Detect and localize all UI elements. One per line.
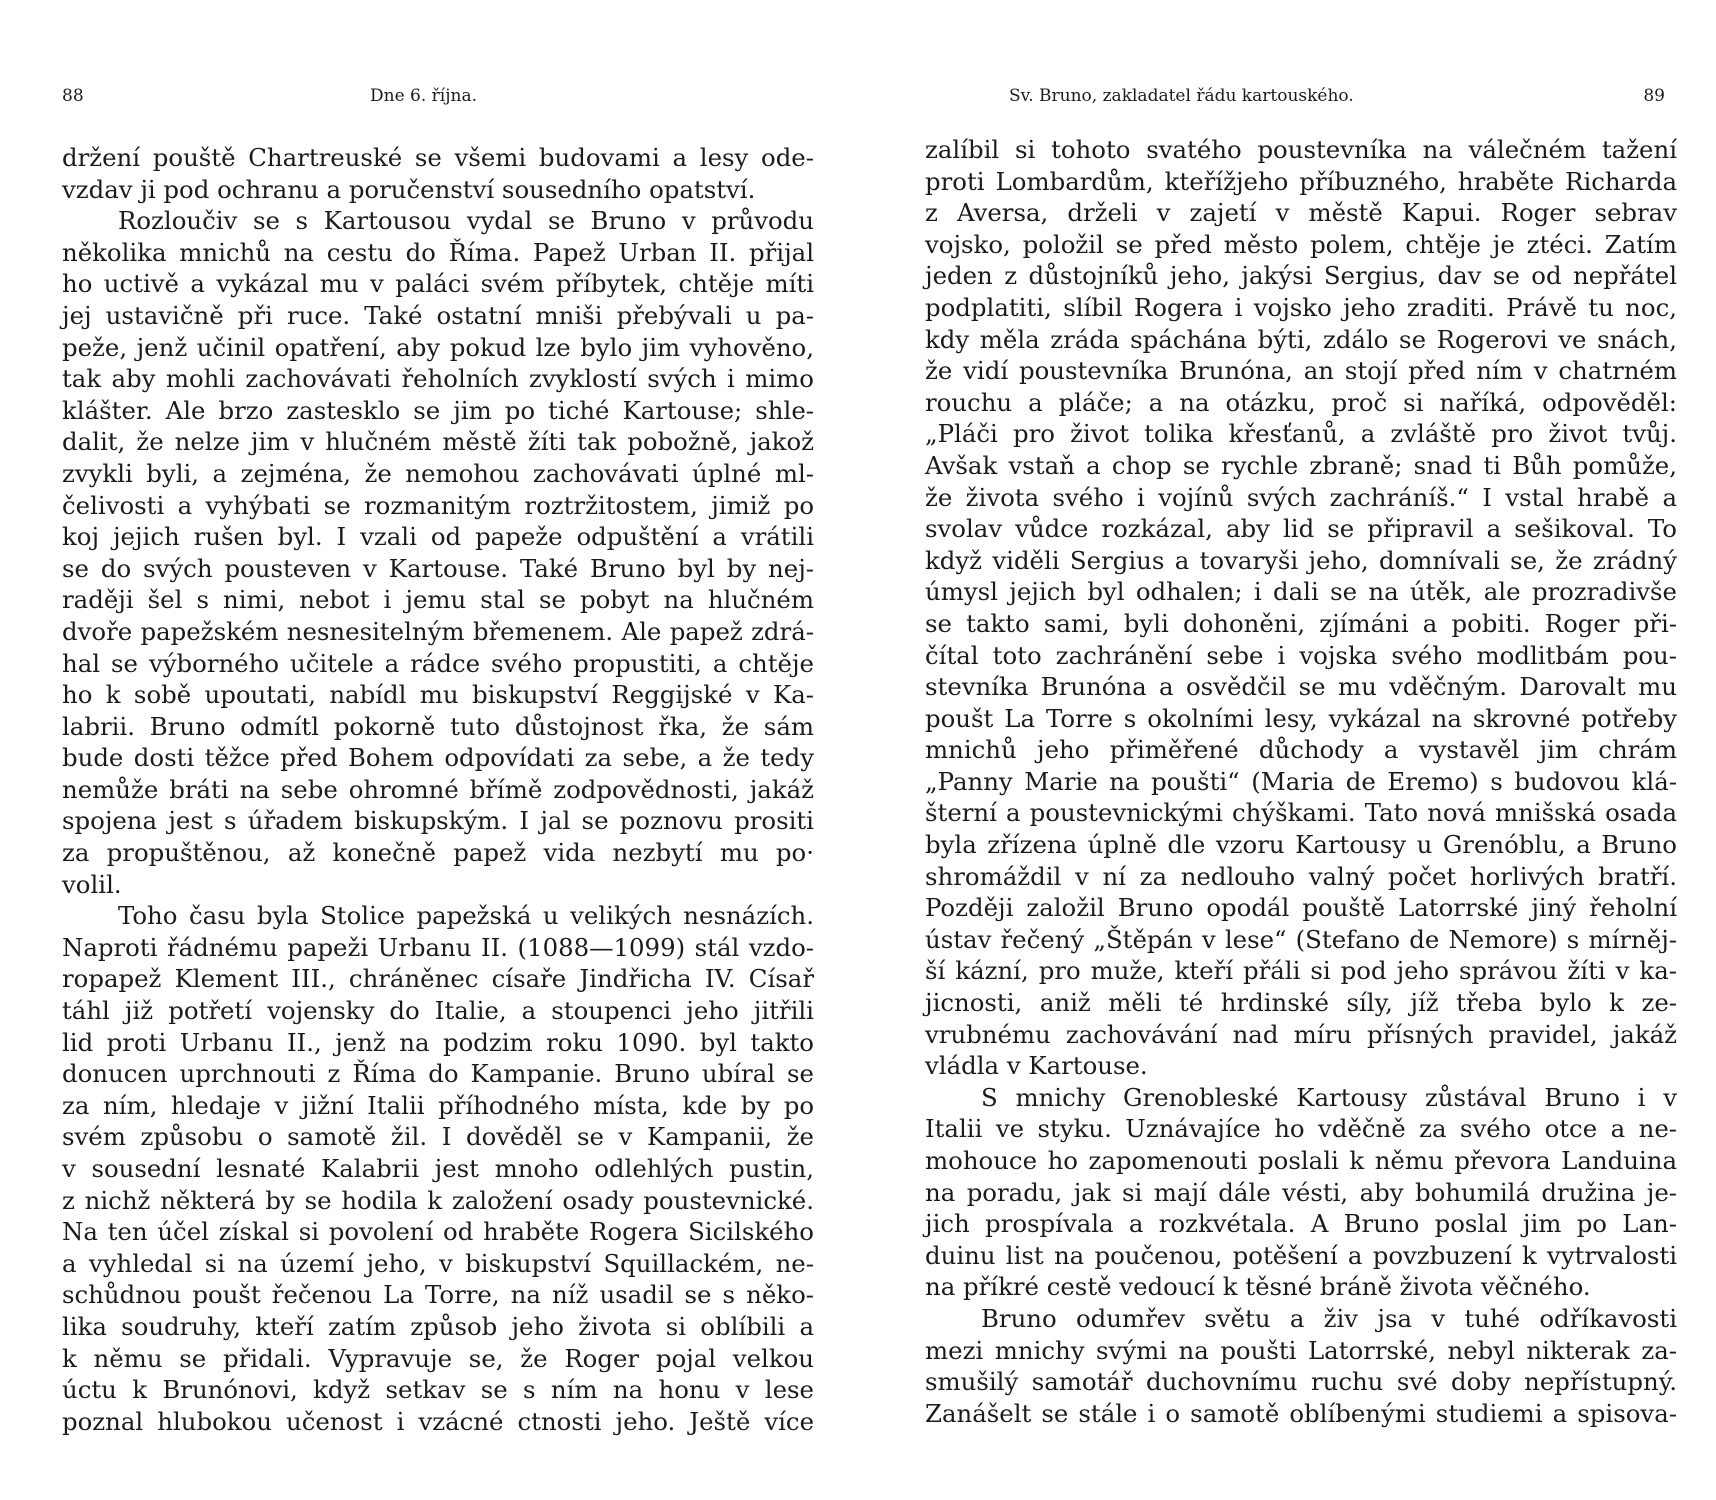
text-line: z nichž některá by se hodila k založení osady poustevnické. <box>62 1185 814 1215</box>
text-line: dalit, že nelze jim v hlučném městě žíti tak pobožně, jakož <box>62 427 814 457</box>
text-line: zvykli byli, a zejména, že nemohou zachovávati úplné ml- <box>62 458 814 488</box>
text-line: stevníka Brunóna a osvědčil se mu vděčným. Darovalt mu <box>925 672 1677 702</box>
text-line: koj jejich rušen byl. I vzali od papeže odpuštění a vrátili <box>62 522 814 552</box>
text-line: zalíbil si tohoto svatého poustevníka na válečném tažení <box>925 135 1677 164</box>
text-line: vzdav ji pod ochranu a poručenství sousedního opatství. <box>62 174 756 204</box>
text-line: jeden z důstojníků jeho, jakýsi Sergius, dav se od nepřátel <box>925 261 1677 291</box>
text-line: shromáždil v ní za nedlouho valný počet horlivých bratří. <box>925 861 1677 891</box>
text-line: kdy měla zráda spáchána býti, zdálo se Rogerovi ve snách, <box>925 324 1677 354</box>
text-line: se do svých pousteven v Kartouse. Také Bruno byl by nej- <box>62 553 814 583</box>
right-page-number: 89 <box>1643 86 1665 106</box>
text-line: Zanášelt se stále i o samotě oblíbenými studiemi a spisova- <box>925 1398 1677 1428</box>
left-page-body <box>62 142 814 1437</box>
text-line: spojena jest s úřadem biskupským. I jal se poznovu prositi <box>62 806 814 836</box>
text-line: Bruno odumřev světu a živ jsa v tuhé odříkavosti <box>981 1303 1677 1333</box>
right-page-body <box>925 134 1677 1429</box>
text-line: ústav řečený „Štěpán v lese“ (Stefano de Nemore) s mírněj- <box>925 924 1677 954</box>
text-line: bude dosti těžce před Bohem odpovídati za sebe, a že tedy <box>62 743 814 773</box>
text-line: poznal hlubokou učenost i vzácné ctnosti jeho. Ještě více <box>62 1406 814 1436</box>
text-line: z Aversa, drželi v zajetí v městě Kapui. Roger sebrav <box>925 198 1677 228</box>
text-line: byla zřízena úplně dle vzoru Kartousy u Grenóblu, a Bruno <box>925 830 1677 860</box>
text-line: dvoře papežském nesnesitelným břemenem. Ale papež zdrá- <box>62 616 814 646</box>
text-line: šterní a poustevnickými chýškami. Tato nová mnišská osada <box>925 798 1677 828</box>
text-line: tak aby mohli zachovávati řeholních zvyklostí svých i mimo <box>62 364 814 394</box>
text-line: na poradu, jak si mají dále vésti, aby bohumilá družina je- <box>925 1177 1677 1207</box>
text-line: jich prospívala a rozkvétala. A Bruno poslal jim po Lan- <box>925 1209 1677 1239</box>
text-line: jicnosti, aniž měli té hrdinské síly, jíž třeba bylo k ze- <box>925 988 1677 1018</box>
text-line: proti Lombardům, kteřížjeho příbuzného, hraběte Richarda <box>925 166 1677 196</box>
text-line: lid proti Urbanu II., jenž na podzim roku 1090. byl takto <box>62 1027 814 1057</box>
text-line: jej ustavičně při ruce. Také ostatní mniši přebývali u pa- <box>62 300 814 330</box>
text-line: Naproti řádnému papeži Urbanu II. (1088—1099) stál vzdo- <box>62 932 814 962</box>
text-line: několika mnichů na cestu do Říma. Papež Urban II. přijal <box>62 237 814 267</box>
text-line: úmysl jejich byl odhalen; i dali se na útěk, ale prozradivše <box>925 577 1677 607</box>
text-line: klášter. Ale brzo zastesklo se jim po tiché Kartouse; shle- <box>62 395 814 425</box>
text-line: mohouce ho zapomenouti poslali k němu převora Landuina <box>925 1146 1677 1175</box>
text-line: raději šel s nimi, nebot i jemu stal se pobyt na hlučném <box>62 585 814 615</box>
text-line: táhl již potřetí vojensky do Italie, a stoupenci jeho jitřili <box>62 996 814 1026</box>
text-line: labrii. Bruno odmítl pokorně tuto důstojnost řka, že sám <box>62 711 814 741</box>
text-line: svolav vůdce rozkázal, aby lid se připravil a sešikoval. To <box>925 514 1677 544</box>
text-line: čelivosti a vyhýbati se rozmanitým roztržitostem, jimiž po <box>62 490 814 520</box>
text-line: úctu k Brunónovi, když setkav se s ním na honu v lese <box>62 1375 814 1405</box>
text-line: Italii ve styku. Uznávajíce ho vděčně za svého otce a ne- <box>925 1114 1677 1144</box>
text-line: hal se výborného učitele a rádce svého propustiti, a chtěje <box>62 648 814 678</box>
text-line: mnichů jeho přiměřené důchody a vystavěl jim chrám <box>925 735 1677 765</box>
text-line: „Pláči pro život tolika křesťanů, a zvláště pro život tvůj. <box>925 419 1677 449</box>
text-line: že života svého i vojínů svých zachráníš.“ I vstal hrabě a <box>925 482 1677 512</box>
text-line: Na ten účel získal si povolení od hraběte Rogera Sicilského <box>62 1217 814 1247</box>
text-line: k němu se přidali. Vypravuje se, že Roger pojal velkou <box>62 1343 814 1373</box>
text-line: svém způsobu o samotě žil. I dověděl se v Kampanii, že <box>62 1122 814 1152</box>
text-line: volil. <box>62 869 122 899</box>
text-line: duinu list na poučenou, potěšení a povzbuzení k vytrvalosti <box>925 1240 1677 1270</box>
text-line: ho k sobě upoutati, nabídl mu biskupství Reggijské v Ka- <box>62 680 814 710</box>
text-line: Avšak vstaň a chop se rychle zbraně; snad ti Bůh pomůže, <box>925 450 1677 480</box>
text-line: podplatiti, slíbil Rogera i vojsko jeho zraditi. Právě tu noc, <box>925 292 1677 322</box>
text-line: smušilý samotář duchovnímu ruchu své doby nepřístupný. <box>925 1367 1677 1397</box>
text-line: schůdnou poušt řečenou La Torre, na níž usadil se s něko- <box>62 1280 814 1310</box>
text-line: vrubnému zachovávání nad míru přísných pravidel, jakáž <box>925 1019 1677 1049</box>
text-line: lika soudruhy, kteří zatím způsob jeho života si oblíbili a <box>62 1311 814 1341</box>
text-line: Rozloučiv se s Kartousou vydal se Bruno v průvodu <box>118 206 814 236</box>
text-line: ší kázní, pro muže, kteří přáli si pod jeho správou žíti v ka- <box>925 956 1677 986</box>
text-line: za propuštěnou, až konečně papež vida nezbytí mu po· <box>62 838 814 868</box>
text-line: ropapež Klement III., chráněnec císaře Jindřicha IV. Císař <box>62 964 814 994</box>
left-page <box>62 0 814 1500</box>
text-line: donucen uprchnouti z Říma do Kampanie. Bruno ubíral se <box>62 1059 814 1089</box>
text-line: na příkré cestě vedoucí k těsné bráně života věčného. <box>925 1272 1591 1302</box>
text-line: „Panny Marie na poušti“ (Maria de Eremo) s budovou klá- <box>925 766 1677 796</box>
left-running-head: Dne 6. října. <box>370 86 477 106</box>
text-line: peže, jenž učinil opatření, aby pokud lze bylo jim vyhověno, <box>62 332 814 362</box>
text-line: držení pouště Chartreuské se všemi budovami a lesy ode- <box>62 143 814 172</box>
right-page-header <box>925 86 1677 110</box>
text-line: vojsko, položil se před město polem, chtěje je ztéci. Zatím <box>925 229 1677 259</box>
left-page-number: 88 <box>62 86 84 106</box>
text-line: a vyhledal si na území jeho, v biskupství Squillackém, ne- <box>62 1248 814 1278</box>
text-line: vládla v Kartouse. <box>925 1051 1148 1081</box>
text-line: se takto sami, byli dohoněni, zjímáni a pobiti. Roger při- <box>925 608 1677 638</box>
text-line: rouchu a pláče; a na otázku, proč si naříká, odpověděl: <box>925 387 1677 417</box>
right-page <box>925 0 1677 1500</box>
left-page-header <box>62 86 814 110</box>
text-line: že vidí poustevníka Brunóna, an stojí před ním v chatrném <box>925 356 1677 386</box>
text-line: S mnichy Grenobleské Kartousy zůstával Bruno i v <box>981 1082 1677 1112</box>
text-line: za ním, hledaje v jižní Italii příhodného místa, kde by po <box>62 1090 814 1120</box>
text-line: čítal toto zachránění sebe i vojska svého modlitbám pou- <box>925 640 1677 670</box>
text-line: v sousední lesnaté Kalabrii jest mnoho odlehlých pustin, <box>62 1154 814 1183</box>
right-running-head: Sv. Bruno, zakladatel řádu kartouského. <box>1009 86 1354 106</box>
text-line: když viděli Sergius a tovaryši jeho, domnívali se, že zrádný <box>925 545 1677 575</box>
text-line: ho uctivě a vykázal mu v paláci svém příbytek, chtěje míti <box>62 269 814 299</box>
text-line: Později založil Bruno opodál pouště Latorrské jiný řeholní <box>925 893 1677 923</box>
text-line: Toho času byla Stolice papežská u velikých nesnázích. <box>118 901 814 931</box>
text-line: poušt La Torre s okolními lesy, vykázal na skrovné potřeby <box>925 703 1677 733</box>
text-line: mezi mnichy svými na poušti Latorrské, nebyl nikterak za- <box>925 1335 1677 1365</box>
text-line: nemůže bráti na sebe ohromné břímě zodpovědnosti, jakáž <box>62 774 814 804</box>
